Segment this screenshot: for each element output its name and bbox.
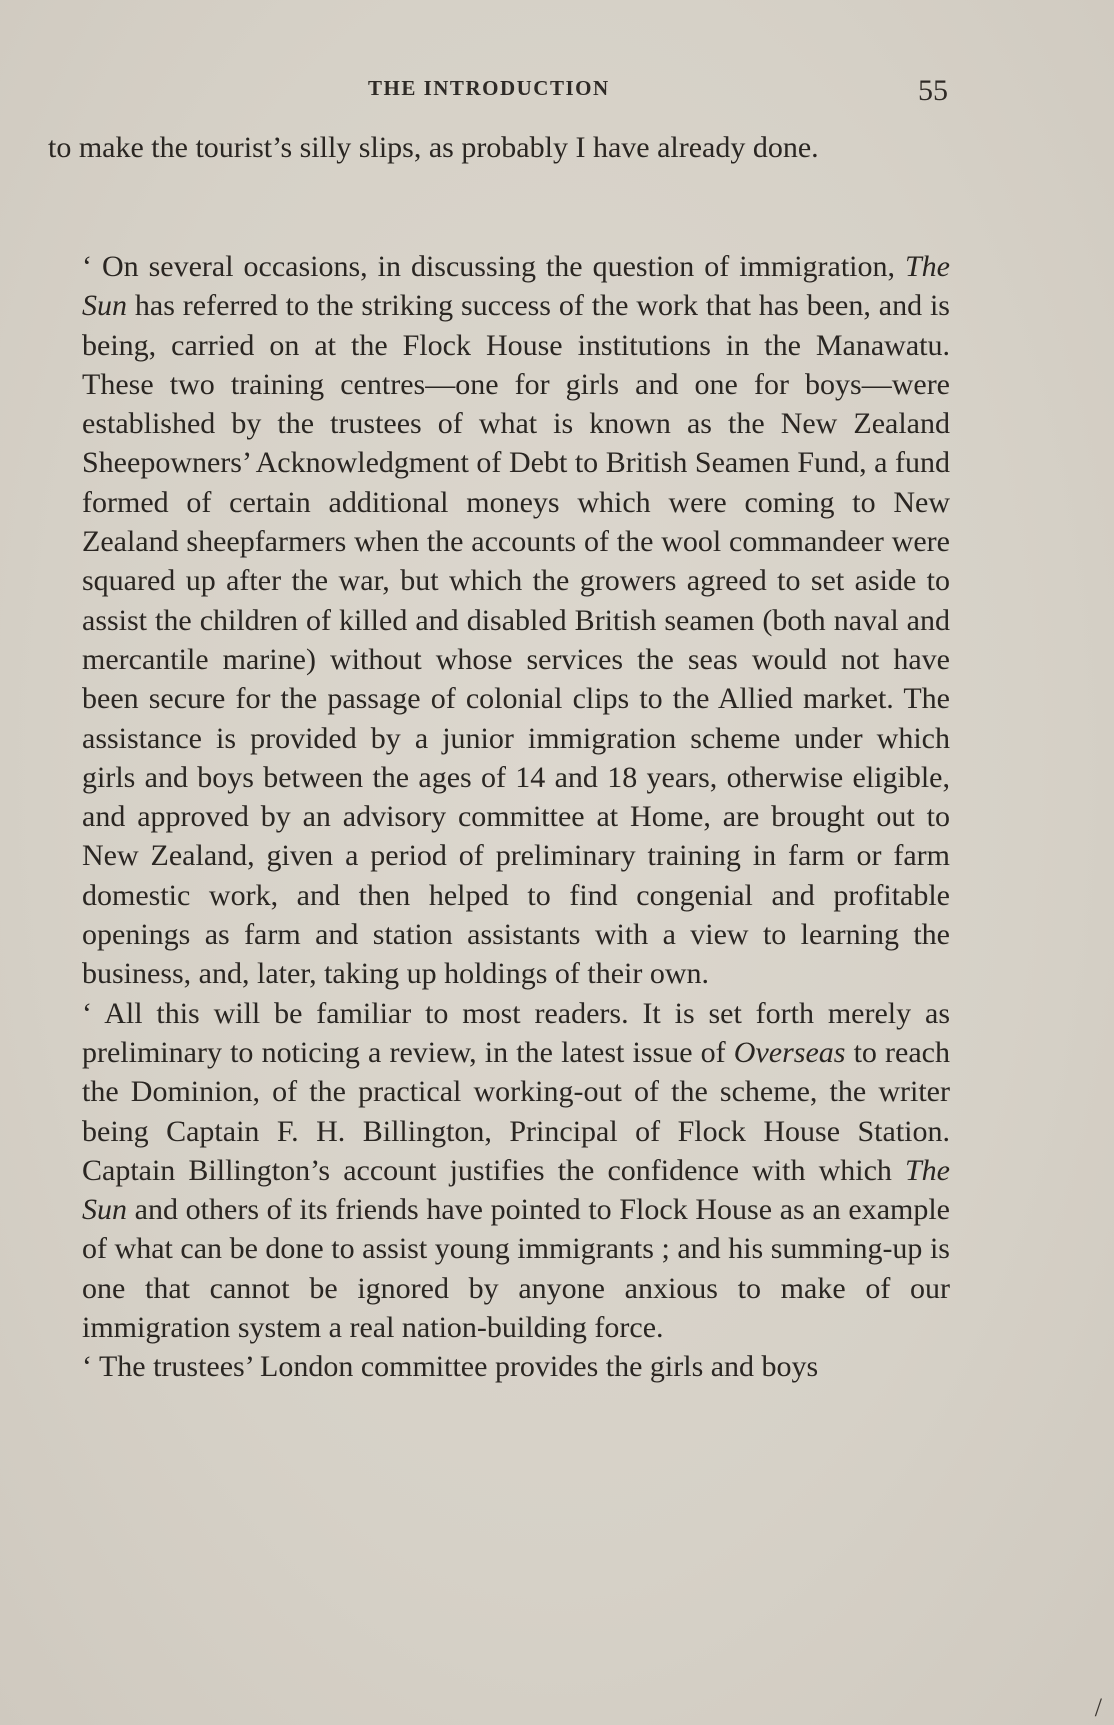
opening-paragraph: to make the tourist’s silly slips, as probably I have already done. [48, 131, 819, 164]
quote-paragraph-1-text-a: ‘ On several occasions, in discussing the question of immigration, [82, 250, 905, 283]
quote-paragraph-1-text-b: has referred to the striking success of the work that has been, and is being, carried on at the Flock House institutions in the Manawatu. These two training centres—one for girls and one for boys—were established by the trustees of what is known as the New Zealand Sheepowners’ Acknowledgment of Debt to British Seamen Fund, a fund formed of certain additional moneys which were coming to New Zealand sheepfarmers when the accounts of the wool commandeer were squared up after the war, but which the growers agreed to set aside to assist the children of killed and disabled British seamen (both naval and mercantile marine) without whose services the seas would not have been secure for the passage of colonial clips to the Allied market. The assistance is provided by a junior immigration scheme under which girls and boys between the ages of 14 and 18 years, otherwise eligible, and approved by an advisory committee at Home, are brought out to New Zealand, given a period of preliminary training in farm or farm domestic work, and then helped to find congenial and profitable openings as farm and station assistants with a view to learning the business, and, later, taking up holdings of their own. [82, 289, 950, 991]
quote-paragraph-3: ‘ The trustees’ London committee provides the girls and boys [82, 1350, 819, 1384]
quote-paragraph-2-text-c: and others of its friends have pointed to Flock House as an example of what can be done to assist young immigrants ; and his summing-up is one that cannot be ignored by anyone anxious to make of our immigration system a real nation-building force. [82, 1193, 950, 1345]
newspaper-title: The Sun [82, 1153, 950, 1227]
quoted-passage [82, 247, 950, 1387]
quote-paragraph-2-text-a: ‘ All this will be familiar to most readers. It is set forth merely as preliminary to noticing a review, in the latest issue of [82, 996, 950, 1069]
corner-pencil-mark: / [1094, 1693, 1102, 1722]
page-number: 55 [918, 74, 948, 107]
quote-paragraph-2-text-b: to reach the Dominion, of the practical working-out of the scheme, the writer being Captain F. H. Billington, Principal of Flock House Station. Captain Billington’s account justifies the confidence with which [82, 1035, 950, 1187]
magazine-title: Overseas [733, 1035, 846, 1069]
quote-paragraph-1 [82, 247, 950, 994]
quote-paragraph-2 [82, 994, 950, 1348]
newspaper-title: The Sun [82, 250, 950, 323]
running-head-title: THE INTRODUCTION [368, 76, 610, 100]
